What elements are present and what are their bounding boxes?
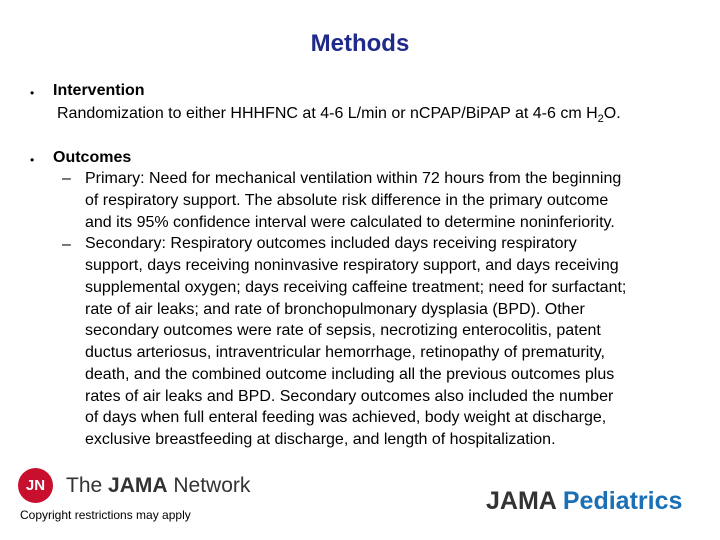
primary-dash: – bbox=[62, 170, 71, 187]
secondary-line-3: supplemental oxygen; days receiving caffeine treatment; need for surfactant; bbox=[85, 279, 627, 296]
intervention-heading: Intervention bbox=[53, 82, 145, 99]
secondary-line-10: exclusive breastfeeding at discharge, and length of hospitalization. bbox=[85, 431, 556, 448]
bullet-intervention: • bbox=[30, 86, 35, 100]
secondary-line-6: ductus arteriosus, intraventricular hemorrhage, retinopathy of prematurity, bbox=[85, 344, 605, 361]
jama-pediatrics-logo: JAMA Pediatrics bbox=[486, 487, 683, 515]
secondary-line-7: death, and the combined outcome including all the previous outcomes plus bbox=[85, 366, 615, 383]
bullet-outcomes: • bbox=[30, 153, 35, 167]
intervention-text: Randomization to either HHHFNC at 4-6 L/min or nCPAP/BiPAP at 4-6 cm $H_2O$. bbox=[57, 105, 621, 126]
secondary-line-2: support, days receiving noninvasive respiratory support, and days receiving bbox=[85, 257, 619, 274]
jama-network-logo: The JAMA Network bbox=[66, 474, 251, 497]
secondary-line-4: rate of air leaks; and rate of bronchopulmonary dysplasia (BPD). Other bbox=[85, 301, 585, 318]
outcomes-heading: Outcomes bbox=[53, 149, 132, 166]
slide-title: Methods bbox=[310, 30, 410, 57]
primary-line-2: of respiratory support. The absolute risk difference in the primary outcome bbox=[85, 192, 609, 209]
secondary-line-8: rates of air leaks and BPD. Secondary outcomes also included the number bbox=[85, 388, 614, 405]
secondary-line-9: of days when full enteral feeding was achieved, body weight at discharge, bbox=[85, 409, 607, 426]
secondary-line-1: Secondary: Respiratory outcomes included days receiving respiratory bbox=[85, 235, 577, 252]
primary-line-3: and its 95% confidence interval were calculated to determine noninferiority. bbox=[85, 214, 615, 231]
secondary-dash: – bbox=[62, 236, 71, 253]
primary-line-1: Primary: Need for mechanical ventilation within 72 hours from the beginning bbox=[85, 170, 622, 187]
jn-logo-icon: JN bbox=[18, 468, 53, 503]
copyright-notice: Copyright restrictions may apply bbox=[20, 508, 191, 522]
secondary-line-5: secondary outcomes were rate of sepsis, necrotizing enterocolitis, patent bbox=[85, 322, 601, 339]
